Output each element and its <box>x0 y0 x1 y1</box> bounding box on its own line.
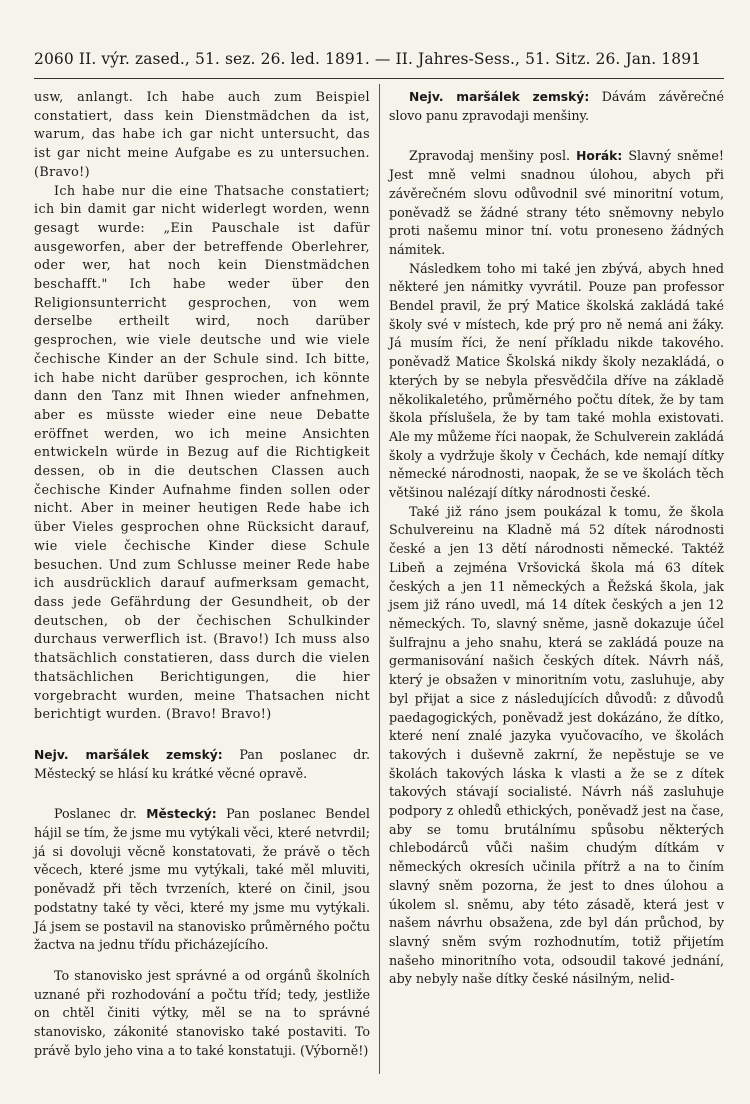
column-divider <box>379 84 380 1074</box>
speaker-name: Nejv. maršálek zemský: <box>409 90 590 104</box>
paragraph <box>389 260 724 503</box>
speaker-name: Horák: <box>576 149 623 164</box>
right-column <box>389 88 724 989</box>
paragraph-spacer <box>389 125 724 147</box>
paragraph <box>34 746 370 783</box>
paragraph-text: Pan poslanec dr. Městecký se hlásí ku krátké věcné opravě. <box>34 746 370 781</box>
header-rule <box>34 78 724 79</box>
paragraph <box>34 805 370 955</box>
paragraph-text: Dávám závěrečné slovo panu zpravodaji menšiny. <box>389 89 724 123</box>
paragraph-text: Slavný sněme! Jest mně velmi snadnou úlohou, abych při závěrečném slovu odůvodnil své minoritní votum, poněvadž se žádné strany této sněmovny nebylo proti našemu minor tní. votu proneseno žádných námitek. <box>389 148 724 257</box>
speaker-prefix: Zpravodaj menšiny posl. <box>409 148 577 164</box>
speaker-name: Nejv. maršálek zemský: <box>34 747 223 762</box>
paragraph-text: Následkem toho mi také jen zbývá, abych hned některé jen námitky vyvrátil. Pouze pan professor Bendel pravil, že prý Matice školská zakládá také školy své v místech, kde prý pro ně nemá ani žáky. Já musím říci, že není příkladu nikde takového. poněvadž Matice Školská nikdy školy nezakládá, o kterých by se nebyla přesvědčila dříve na základě několikaletého, průměrného počtu dítek, že by tam škola příslušela, že by tam také mohla existovati. Ale my můžeme říci naopak, že Schulverein zakládá školy a vydržuje školy v Čechách, kde nemají dítky německé národnosti, naopak, že se ve školách těch většinou nalézají dítky národnosti české. <box>389 260 724 501</box>
paragraph <box>34 182 370 724</box>
paragraph <box>34 967 370 1061</box>
paragraph-text: To stanovisko jest správné a od orgánů školních uznané při rozhodování a počtu tříd; tedy, jestliže on chtěl činiti výtky, měl se na to správné stanovisko, zákonité stanovisko také postaviti. To právě bylo jeho vina a to také konstatuji. (Výborně!) <box>34 967 370 1058</box>
speaker-name: Městecký: <box>146 807 217 822</box>
paragraph-spacer <box>34 783 370 805</box>
speaker-prefix: Poslanec dr. <box>54 806 147 822</box>
paragraph <box>389 503 724 989</box>
paragraph <box>389 88 724 125</box>
page-header: 2060 II. výr. zased., 51. sez. 26. led. 1891. — II. Jahres-Sess., 51. Sitz. 26. Jan. 1891 <box>34 50 702 68</box>
paragraph-text: usw, anlangt. Ich habe auch zum Beispiel constatiert, dass kein Dienstmädchen da ist, warum, das habe ich gar nicht untersucht, das ist gar nicht meine Aufgabe es zu untersuchen. (Bravo!) <box>34 89 370 179</box>
paragraph <box>34 88 370 182</box>
paragraph <box>389 147 724 259</box>
paragraph-text: Pan poslanec Bendel hájil se tím, že jsme mu vytýkali věci, které netvrdil; já si dovoluji věcně konstatovati, že právě o těch věcech, které jsme mu vytýkali, také měl mluviti, poněvadž při těch tvrzeních, které on činil, jsou podstatny také ty věci, které my jsme mu vytýkali. Já jsem se postavil na stanovisko průměrného počtu žactva na jednu třídu přicházejícího. <box>34 806 370 953</box>
paragraph-text: Ich habe nur die eine Thatsache constatiert; ich bin damit gar nicht widerlegt worden, wenn gesagt wurde: „Ein Pauschale ist dafür ausgeworfen, aber der betreffende Oberlehrer, oder wer, hat noch kein Dienstmädchen beschafft." Ich habe weder über den Religionsunterricht gesprochen, von wem derselbe ertheilt wird, noch darüber gesprochen, wie viele deutsche und wie viele čechische Kinder an der Schule sind. Ich bitte, ich habe nicht darüber gesprochen, ich könnte dann den Tanz mit Ihnen wieder anfnehmen, aber es müsste wieder eine neue Debatte eröffnet werden, wo ich meine Ansichten entwickeln würde in Bezug auf die Richtigkeit dessen, ob in die deutschen Classen auch čechische Kinder Aufnahme finden sollen oder nicht. Aber in meiner heutigen Rede habe ich über Vieles gesprochen ohne Rücksicht darauf, wie viele čechische Kinder diese Schule besuchen. Und zum Schlusse meiner Rede habe ich ausdrücklich darauf aufmerksam gemacht, dass jede Gefährdung der Gesundheit, ob der deutschen, ob der čechischen Schulkinder durchaus verwerflich ist. (Bravo!) Ich muss also thatsächlich constatieren, dass durch die vielen thatsächlichen Berichtigungen, die hier vorgebracht wurden, meine Thatsachen nicht berichtigt wurden. (Bravo! Bravo!) <box>34 182 370 722</box>
left-column <box>34 88 370 1060</box>
paragraph-spacer <box>34 724 370 746</box>
paragraph-text: Také již ráno jsem poukázal k tomu, že škola Schulvereinu na Kladně má 52 dítek národnosti české a jen 13 dětí národnosti německé. Taktéž Libeň a zejména Vršovická škola má 63 dítek českých a jen 11 německých a Řežská škola, jak jsem již ráno uvedl, má 14 dítek českých a jen 12 německých. To, slavný sněme, jasně dokazuje účel šulfrajnu a jeho snahu, která se zakládá pouze na germanisování našich českých dítek. Návrh náš, který je obsažen v minoritním votu, zasluhuje, aby byl přijat a sice z následujících důvodů: z důvodů paedagogických, poněvadž jest dokázáno, že dítko, které není znalé jazyka vyučovacího, ve školách takových i duševně zakrní, že nepěstuje se ve školách takových láska k vlasti a že se z dítek takových stávají socialisté. Návrh náš zasluhuje podpory z ohledů ethických, poněvadž jest na čase, aby se tomu brutálnímu spůsobu některých chlebodárců vůči našim chudým dítkám v německých okresích učinila přítrž a na to činím slavný sněm pozorna, že jest to dnes úlohou a úkolem sl. sněmu, aby této zásadě, která jest v našem návrhu obsažena, zde byl dán průchod, by slavný sněm svým rozhodnutím, totiž přijetím našeho minoritního vota, odsoudil takové jednání, aby nebyly naše dítky české násilným, nelid- <box>389 503 724 987</box>
paragraph-spacer <box>34 955 370 967</box>
